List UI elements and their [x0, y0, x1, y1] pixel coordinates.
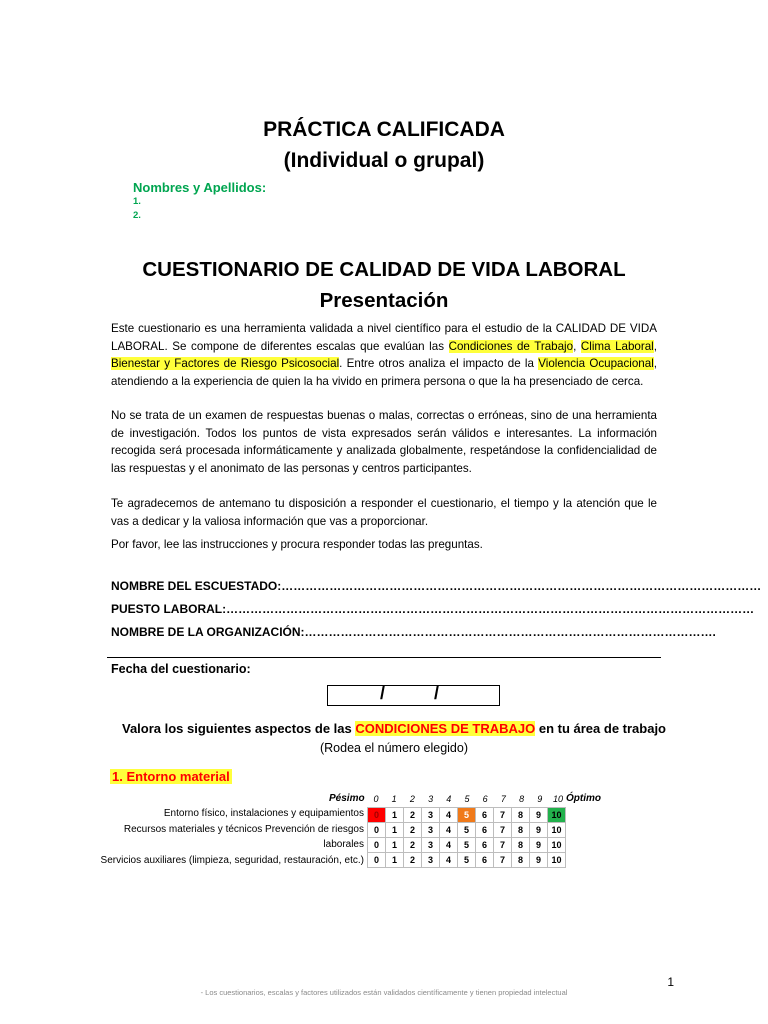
rating-option[interactable]: 6: [476, 823, 494, 838]
rating-grid: [367, 807, 566, 868]
rating-option[interactable]: 3: [422, 808, 440, 823]
document-title: PRÁCTICA CALIFICADA: [263, 118, 505, 141]
page-number: 1: [667, 975, 674, 989]
rating-option[interactable]: 10: [548, 853, 566, 868]
questionnaire-title: CUESTIONARIO DE CALIDAD DE VIDA LABORAL: [142, 258, 626, 281]
row-label-entorno: Entorno físico, instalaciones y equipamientos: [163, 808, 364, 819]
names-item-1: 1.: [133, 196, 141, 207]
rating-intro: Valora los siguientes aspectos de las CONDICIONES DE TRABAJO en tu área de trabajo: [121, 721, 666, 736]
highlight-clima: Clima Laboral: [580, 339, 654, 353]
presentation-heading: Presentación: [319, 289, 449, 312]
rating-option[interactable]: 8: [512, 808, 530, 823]
rating-option[interactable]: 0: [368, 808, 386, 823]
scale-number: 6: [482, 794, 488, 804]
rating-option[interactable]: 3: [422, 823, 440, 838]
rating-option[interactable]: 5: [458, 808, 476, 823]
document-subtitle: (Individual o grupal): [283, 149, 485, 172]
rating-option[interactable]: 3: [422, 838, 440, 853]
scale-number: 2: [409, 794, 415, 804]
rating-option[interactable]: 6: [476, 838, 494, 853]
rating-option[interactable]: 2: [404, 823, 422, 838]
rating-option[interactable]: 0: [368, 853, 386, 868]
rating-option[interactable]: 1: [386, 808, 404, 823]
rating-option[interactable]: 10: [548, 823, 566, 838]
scale-low-label: Pésimo: [329, 793, 365, 804]
rating-row: [368, 838, 566, 853]
scale-number: 4: [446, 794, 452, 804]
scale-number: 8: [519, 794, 525, 804]
rating-option[interactable]: 8: [512, 853, 530, 868]
rating-option[interactable]: 1: [386, 853, 404, 868]
rating-option[interactable]: 5: [458, 853, 476, 868]
organization-name-field[interactable]: NOMBRE DE LA ORGANIZACIÓN:………………………………………………………………………………………….: [111, 625, 716, 639]
rating-option[interactable]: 8: [512, 838, 530, 853]
scale-number: 3: [428, 794, 434, 804]
purpose-paragraph: No se trata de un examen de respuestas buenas o malas, correctas o erróneas, sino de una herramienta de investigación. Todos los puntos de vista expresados serán válidos e interesantes. La información recogida será procesada informáticamente y analizada globalmente, respetándose la confidencialidad de las respuestas y el anonimato de las personas y centros participantes.: [111, 409, 657, 475]
instructions-paragraph: Por favor, lee las instrucciones y procura responder todas las preguntas.: [111, 538, 483, 551]
rating-option[interactable]: 9: [530, 823, 548, 838]
row-label-recursos: Recursos materiales y técnicos Prevención de riesgos: [123, 824, 364, 835]
rating-option[interactable]: 7: [494, 853, 512, 868]
rating-option[interactable]: 4: [440, 853, 458, 868]
rating-option[interactable]: 3: [422, 853, 440, 868]
rating-option[interactable]: 6: [476, 808, 494, 823]
rating-option[interactable]: 9: [530, 853, 548, 868]
rating-option[interactable]: 8: [512, 823, 530, 838]
rating-option[interactable]: 0: [368, 823, 386, 838]
rating-option[interactable]: 5: [458, 823, 476, 838]
date-separator-1: /: [380, 683, 386, 703]
rating-option[interactable]: 6: [476, 853, 494, 868]
section-heading: 1. Entorno material: [112, 769, 230, 784]
scale-number: 7: [500, 794, 506, 804]
row-label-laborales: laborales: [323, 839, 364, 850]
rating-row: [368, 823, 566, 838]
scale-number: 5: [464, 794, 470, 804]
rating-option[interactable]: 4: [440, 823, 458, 838]
scale-number: 9: [537, 794, 543, 804]
names-item-2: 2.: [133, 210, 141, 221]
rating-row: [368, 808, 566, 823]
footer-note: - Los cuestionarios, escalas y factores utilizados están validados científicamente y tienen propiedad intelectual: [200, 988, 568, 997]
thanks-paragraph: Te agradecemos de antemano tu disposición a responder el cuestionario, el tiempo y la atención que le vas a dedicar y la valiosa información que vas a proporcionar.: [111, 497, 657, 528]
names-label: Nombres y Apellidos:: [133, 180, 267, 195]
scale-number: 1: [391, 794, 397, 804]
names-block: [133, 180, 266, 223]
rating-row: [368, 853, 566, 868]
respondent-name-field[interactable]: NOMBRE DEL ESCUESTADO:…………………………………………………………………………………………………………: [111, 579, 762, 593]
rating-option[interactable]: 7: [494, 823, 512, 838]
rating-option[interactable]: 7: [494, 808, 512, 823]
rating-option[interactable]: 1: [386, 838, 404, 853]
job-position-field[interactable]: PUESTO LABORAL:……………………………………………………………………………………………………………………: [111, 602, 755, 616]
rating-option[interactable]: 7: [494, 838, 512, 853]
highlight-condiciones: Condiciones de Trabajo: [448, 339, 574, 353]
scale-number: 10: [552, 794, 563, 804]
rating-option[interactable]: 4: [440, 838, 458, 853]
highlight-bienestar: Bienestar y Factores de Riesgo Psicosocial: [111, 357, 340, 371]
rating-option[interactable]: 10: [548, 808, 566, 823]
row-label-servicios: Servicios auxiliares (limpieza, seguridad, restauración, etc.): [100, 855, 364, 866]
rating-instruction: (Rodea el número elegido): [319, 741, 468, 755]
highlight-violencia: Violencia Ocupacional: [538, 357, 654, 371]
rating-option[interactable]: 2: [404, 853, 422, 868]
divider: [107, 657, 661, 658]
highlight-condiciones-trabajo: CONDICIONES DE TRABAJO: [355, 721, 536, 736]
rating-option[interactable]: 4: [440, 808, 458, 823]
date-separator-2: /: [434, 683, 440, 703]
rating-option[interactable]: 2: [404, 808, 422, 823]
intro-paragraph: Este cuestionario es una herramienta validada a nivel científico para el estudio de la CALIDAD DE VIDA LABORAL. Se compone de diferentes escalas que evalúan las Condiciones de Trabajo, Clima Laboral, Bienestar y Factores de Riesgo Psicosocial. Entre otros analiza el impacto de la Violencia Ocupacional, atendiendo a la experiencia de quien la ha vivido en primera persona o que la ha presenciado de cerca.: [111, 322, 658, 388]
rating-option[interactable]: 10: [548, 838, 566, 853]
rating-option[interactable]: 2: [404, 838, 422, 853]
scale-number: 0: [373, 794, 379, 804]
scale-high-label: Óptimo: [566, 793, 601, 804]
rating-option[interactable]: 9: [530, 838, 548, 853]
date-input-box[interactable]: [327, 685, 500, 706]
rating-option[interactable]: 1: [386, 823, 404, 838]
rating-option[interactable]: 0: [368, 838, 386, 853]
date-label: Fecha del cuestionario:: [111, 662, 251, 676]
rating-option[interactable]: 9: [530, 808, 548, 823]
rating-option[interactable]: 5: [458, 838, 476, 853]
